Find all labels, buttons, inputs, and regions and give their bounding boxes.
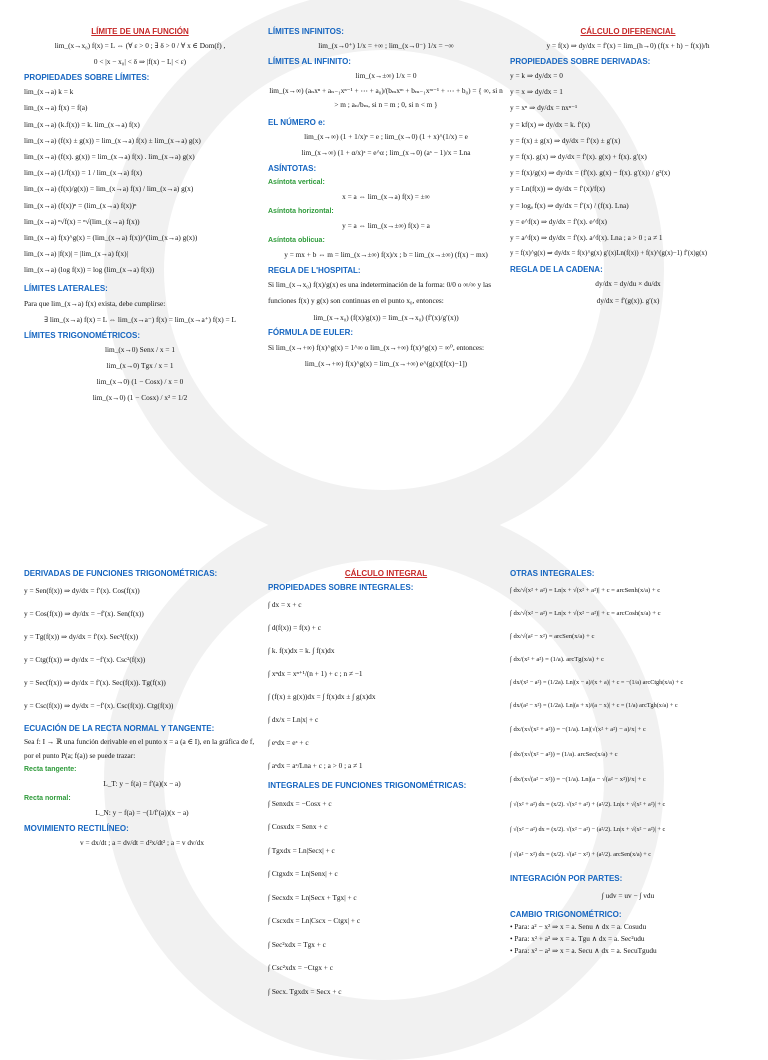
trig-derivative: y = Sen(f(x)) ⇒ dy/dx = f′(x). Cos(f(x)) [24, 586, 140, 596]
col2-top [268, 24, 504, 524]
derivative-property: y = k ⇒ dy/dx = 0 [510, 71, 563, 81]
limit-at-infinity-polynomial: lim_(x→∞) (aₙxⁿ + aₙ₋₁xⁿ⁻¹ + ⋯ + a₀)/(bₘxᵐ + bₘ₋₁xᵐ⁻¹ + ⋯ + b₀) = { ∞, si n > m ; aₙ/bₘ, si n = m ; 0, si n < m } [269, 86, 503, 110]
other-integrals-title: OTRAS INTEGRALES: [510, 568, 595, 578]
vertical-asymptote-title: Asíntota vertical: [268, 178, 325, 186]
trig-substitution-item: • Para: x² + a² ⇒ x = a. Tgu ∧ dx = a. Sec²udu [510, 933, 645, 943]
col1-top [24, 24, 256, 524]
oblique-asymptote-formula: y = mx + b ⇔ m = lim_(x→±∞) f(x)/x ; b = lim_(x→±∞) (f(x) − mx) [284, 250, 488, 260]
other-integral: ∫ √(x² + a²) dx = (x/2). √(x² + a²) + (a²/2). Ln|x + √(x² + a²)| + c [510, 801, 666, 809]
oblique-asymptote-title: Asíntota oblicua: [268, 237, 325, 245]
trig-integral: ∫ Cscxdx = Ln|Cscx − Ctgx| + c [268, 916, 361, 926]
integral-property: ∫ xⁿdx = xⁿ⁺¹/(n + 1) + c ; n ≠ −1 [268, 669, 363, 679]
other-integral: ∫ dx/(a² − x²) = (1/2a). Ln|(a + x)/(a − x)| + c = (1/a) arcTgh(x/a) + c [510, 702, 678, 710]
euler-title: FÓRMULA DE EULER: [268, 328, 354, 338]
trig-limit: lim_(x→0) Tgx / x = 1 [106, 361, 174, 371]
derivative-property: y = Ln(f(x)) ⇒ dy/dx = f′(x)/f(x) [510, 184, 605, 194]
euler-text: Si lim_(x→+∞) f(x)^g(x) = 1^∞ o lim_(x→+∞) f(x)^g(x) = ∞⁰, entonces: [268, 342, 485, 352]
derivative-property: y = f(x)^g(x) ⇒ dy/dx = f(x)^g(x) g′(x)Ln(f(x)) + f(x)^(g(x)−1) f′(x)g(x) [510, 250, 708, 258]
integration-by-parts-title: INTEGRACIÓN POR PARTES: [510, 873, 623, 883]
limits-at-infinity-title: LÍMITES AL INFINITO: [268, 56, 351, 66]
rectilinear-motion-title: MOVIMIENTO RECTILÍNEO: [24, 823, 129, 833]
trig-limit: lim_(x→0) (1 − Cosx) / x² = 1/2 [92, 393, 188, 403]
limit-property: lim_(x→a) (f(x). g(x)) = lim_(x→a) f(x) . lim_(x→a) g(x) [24, 152, 195, 162]
other-integral: ∫ dx/(x√(x² − a²)) = (1/a). arcSec(x/a) + c [510, 751, 618, 759]
lateral-limits-formula: ∃ lim_(x→a) f(x) = L ⇔ lim_(x→a⁻) f(x) = lim_(x→a⁺) f(x) = L [44, 314, 236, 324]
trig-integral: ∫ Tgxdx = Ln|Secx| + c [268, 845, 335, 855]
limit-property: lim_(x→a) k = k [24, 87, 74, 97]
other-integral: ∫ dx/(x² + a²) = (1/a). arcTg(x/a) + c [510, 656, 604, 664]
limit-property: lim_(x→a) ⁿ√f(x) = ⁿ√(lim_(x→a) f(x)) [24, 216, 140, 226]
limit-at-infinity: lim_(x→±∞) 1/x = 0 [355, 71, 417, 81]
vertical-asymptote-formula: x = a ⇔ lim_(x→a) f(x) = ±∞ [342, 191, 430, 201]
horizontal-asymptote-title: Asíntota horizontal: [268, 207, 334, 215]
trig-integral: ∫ Senxdx = −Cosx + c [268, 798, 332, 808]
tangent-normal-title: ECUACIÓN DE LA RECTA NORMAL Y TANGENTE: [24, 723, 215, 733]
derivative-property: y = logₐ f(x) ⇒ dy/dx = f′(x) / (f(x). Lna) [510, 200, 629, 210]
number-e-title: EL NÚMERO e: [268, 117, 326, 127]
trig-integrals-title: INTEGRALES DE FUNCIONES TRIGONOMÉTRICAS: [268, 780, 467, 790]
trig-substitution-item: • Para: a² − x² ⇒ x = a. Senu ∧ dx = a. Cosudu [510, 921, 647, 931]
tangent-line-formula: L_T: y − f(a) = f′(a)(x − a) [103, 778, 181, 788]
derivative-definition: y = f(x) ⇒ dy/dx = f′(x) = lim_(h→0) (f(x + h) − f(x))/h [546, 40, 710, 50]
trig-limit: lim_(x→0) (1 − Cosx) / x = 0 [96, 377, 184, 387]
tangent-normal-text: Sea f: I → ℝ una función derivable en el punto x = a (a ∈ I), en la gráfica de f, por el punto P(a; f(a)) se puede trazar: [24, 737, 255, 760]
col3-top [510, 24, 746, 444]
derivative-property: y = f(x). g(x) ⇒ dy/dx = f′(x). g(x) + f(x). g′(x) [510, 152, 647, 162]
normal-line-title: Recta normal: [24, 795, 71, 803]
derivative-property: y = e^f(x) ⇒ dy/dx = f′(x). e^f(x) [510, 216, 607, 226]
lateral-limits-title: LÍMITES LATERALES: [24, 284, 108, 294]
infinite-limits-title: LÍMITES INFINITOS: [268, 26, 344, 36]
integral-property: ∫ eˣdx = eˣ + c [268, 738, 309, 748]
col1-bottom [24, 566, 260, 886]
derivative-property: y = f(x) ± g(x) ⇒ dy/dx = f′(x) ± g′(x) [510, 135, 621, 145]
limit-property: lim_(x→a) (log f(x)) = log (lim_(x→a) f(x)) [24, 265, 155, 275]
limit-property: lim_(x→a) (k.f(x)) = k. lim_(x→a) f(x) [24, 119, 140, 129]
limit-property: lim_(x→a) (f(x) ± g(x)) = lim_(x→a) f(x) ± lim_(x→a) g(x) [24, 135, 201, 145]
trig-substitution-title: CAMBIO TRIGONOMÉTRICO: [510, 909, 622, 919]
other-integral: ∫ dx/(x² − a²) = (1/2a). Ln|(x − a)/(x + a)| + c = −(1/a) arcCtgh(x/a) + c [510, 679, 684, 687]
trig-integral: ∫ Csc²xdx = −Ctgx + c [268, 963, 333, 973]
limit-function-title: LÍMITE DE UNA FUNCIÓN [91, 26, 189, 36]
limit-property: lim_(x→a) f(x) = f(a) [24, 103, 88, 113]
col2-bottom [268, 566, 504, 1024]
limit-property: lim_(x→a) f(x)^g(x) = (lim_(x→a) f(x))^(lim_(x→a) g(x)) [24, 232, 198, 242]
rectilinear-motion-formula: v = dx/dt ; a = dv/dt = d²x/dt² ; a = v dv/dx [79, 838, 204, 848]
lhopital-title: REGLA DE L'HOSPITAL: [268, 265, 361, 275]
trig-integral: ∫ Ctgxdx = Ln|Senx| + c [268, 869, 338, 879]
trig-derivative: y = Cos(f(x)) ⇒ dy/dx = −f′(x). Sen(f(x)) [24, 609, 144, 619]
derivative-property: y = x ⇒ dy/dx = 1 [510, 87, 563, 97]
derivative-property: y = f(x)/g(x) ⇒ dy/dx = (f′(x). g(x) − f(x). g′(x)) / g²(x) [510, 168, 671, 178]
derivative-property: y = a^f(x) ⇒ dy/dx = f′(x). a^f(x). Lna ; a > 0 ; a ≠ 1 [510, 232, 663, 242]
chain-rule-formula: dy/dx = f′(g(x)). g′(x) [596, 295, 660, 305]
trig-derivatives-title: DERIVADAS DE FUNCIONES TRIGONOMÉTRICAS: [24, 568, 218, 578]
integral-calculus-title: CÁLCULO INTEGRAL [344, 568, 428, 578]
trig-substitution-item: • Para: x² − a² ⇒ x = a. Secu ∧ dx = a. SecuTgudu [510, 945, 657, 955]
integral-property: ∫ d(f(x)) = f(x) + c [268, 623, 321, 633]
trig-derivative: y = Ctg(f(x)) ⇒ dy/dx = −f′(x). Csc²(f(x)) [24, 655, 146, 665]
lhopital-formula: lim_(x→x₀) (f(x)/g(x)) = lim_(x→x₀) (f′(x)/g′(x)) [313, 312, 459, 322]
trig-derivative: y = Sec(f(x)) ⇒ dy/dx = f′(x). Sec(f(x)). Tg(f(x)) [24, 678, 166, 688]
normal-line-formula: L_N: y − f(a) = −(1/f′(a))(x − a) [95, 808, 189, 818]
col3-bottom [510, 566, 746, 996]
number-e-formula: lim_(x→∞) (1 + α/x)ˣ = e^α ; lim_(x→0) (aˣ − 1)/x = Lna [301, 148, 471, 158]
limit-definition-2: 0 < |x − x₀| < δ ⇒ |f(x) − L| < ε) [93, 57, 187, 67]
limit-property: lim_(x→a) (1/f(x)) = 1 / lim_(x→a) f(x) [24, 168, 142, 178]
other-integral: ∫ √(x² − a²) dx = (x/2). √(x² − a²) − (a²/2). Ln|x + √(x² − a²)| + c [510, 826, 666, 834]
other-integral: ∫ dx/(x√(x² + a²)) = −(1/a). Ln|(√(x² + a²) − a)/x| + c [510, 726, 646, 734]
limit-property: lim_(x→a) |f(x)| = |lim_(x→a) f(x)| [24, 249, 128, 259]
derivative-property: y = xⁿ ⇒ dy/dx = nxⁿ⁻¹ [510, 103, 578, 113]
trig-derivative: y = Csc(f(x)) ⇒ dy/dx = −f′(x). Csc(f(x)). Ctg(f(x)) [24, 701, 174, 711]
number-e-formula: lim_(x→∞) (1 + 1/x)ˣ = e ; lim_(x→0) (1 + x)^(1/x) = e [304, 132, 468, 142]
other-integral: ∫ dx/√(x² + a²) = Ln|x + √(x² + a²)| + c = arcSenh(x/a) + c [510, 587, 661, 595]
infinite-limits-formula: lim_(x→0⁺) 1/x = +∞ ; lim_(x→0⁻) 1/x = −∞ [318, 40, 454, 50]
trig-limits-title: LÍMITES TRIGONOMÉTRICOS: [24, 330, 140, 340]
differential-calculus-title: CÁLCULO DIFERENCIAL [580, 26, 676, 36]
lhopital-text: Si lim_(x→x₀) f(x)/g(x) es una indeterminación de la forma: 0/0 o ∞/∞ y las [268, 280, 492, 290]
limit-definition-1: lim_(x→x₀) f(x) = L ⇔ (∀ ε > 0 ; ∃ δ > 0 / ∀ x ∈ Dom(f) , [54, 40, 226, 50]
other-integral: ∫ √(a² − x²) dx = (x/2). √(a² − x²) + (a²/2). arcSen(x/a) + c [510, 851, 652, 859]
chain-rule-formula: dy/dx = dy/du × du/dx [595, 279, 661, 289]
tangent-line-title: Recta tangente: [24, 766, 77, 773]
limit-properties-title: PROPIEDADES SOBRE LÍMITES: [24, 72, 150, 82]
trig-integral: ∫ Secx. Tgxdx = Secx + c [268, 986, 342, 996]
trig-integral: ∫ Cosxdx = Senx + c [268, 822, 328, 832]
integral-properties-title: PROPIEDADES SOBRE INTEGRALES: [268, 582, 414, 592]
derivative-properties-title: PROPIEDADES SOBRE DERIVADAS: [510, 56, 651, 66]
lateral-limits-text: Para que lim_(x→a) f(x) exista, debe cumplirse: [24, 298, 166, 308]
integration-by-parts-formula: ∫ udv = uv − ∫ vdu [601, 890, 655, 900]
chain-rule-title: REGLA DE LA CADENA: [510, 264, 603, 274]
other-integral: ∫ dx/√(x² − a²) = Ln|x + √(x² − a²)| + c = arcCosh(x/a) + c [510, 610, 661, 618]
limit-property: lim_(x→a) (f(x)/g(x)) = lim_(x→a) f(x) / lim_(x→a) g(x) [24, 184, 194, 194]
trig-limit: lim_(x→0) Senx / x = 1 [105, 344, 175, 354]
lhopital-text: funciones f(x) y g(x) son continuas en el punto x₀, entonces: [268, 296, 444, 306]
trig-integral: ∫ Secxdx = Ln|Secx + Tgx| + c [268, 892, 357, 902]
integral-property: ∫ aˣdx = aˣ/Lna + c ; a > 0 ; a ≠ 1 [268, 761, 363, 771]
integral-property: ∫ dx = x + c [268, 600, 302, 610]
other-integral: ∫ dx/(x√(a² − x²)) = −(1/a). Ln|(a − √(a² − x²))/x| + c [510, 776, 646, 784]
derivative-property: y = kf(x) ⇒ dy/dx = k. f′(x) [510, 119, 590, 129]
euler-formula: lim_(x→+∞) f(x)^g(x) = lim_(x→+∞) e^(g(x)[f(x)−1]) [304, 358, 468, 368]
integral-property: ∫ k. f(x)dx = k. ∫ f(x)dx [268, 646, 335, 656]
trig-integral: ∫ Sec²xdx = Tgx + c [268, 939, 326, 949]
integral-property: ∫ dx/x = Ln|x| + c [268, 715, 319, 725]
limit-property: lim_(x→a) (f(x))ⁿ = (lim_(x→a) f(x))ⁿ [24, 200, 137, 210]
other-integral: ∫ dx/√(a² − x²) = arcSen(x/a) + c [510, 633, 595, 641]
horizontal-asymptote-formula: y = a ⇔ lim_(x→±∞) f(x) = a [342, 220, 430, 230]
integral-property: ∫ (f(x) ± g(x))dx = ∫ f(x)dx ± ∫ g(x)dx [268, 692, 376, 702]
asymptotes-title: ASÍNTOTAS: [268, 164, 317, 174]
trig-derivative: y = Tg(f(x)) ⇒ dy/dx = f′(x). Sec²(f(x)) [24, 632, 139, 642]
